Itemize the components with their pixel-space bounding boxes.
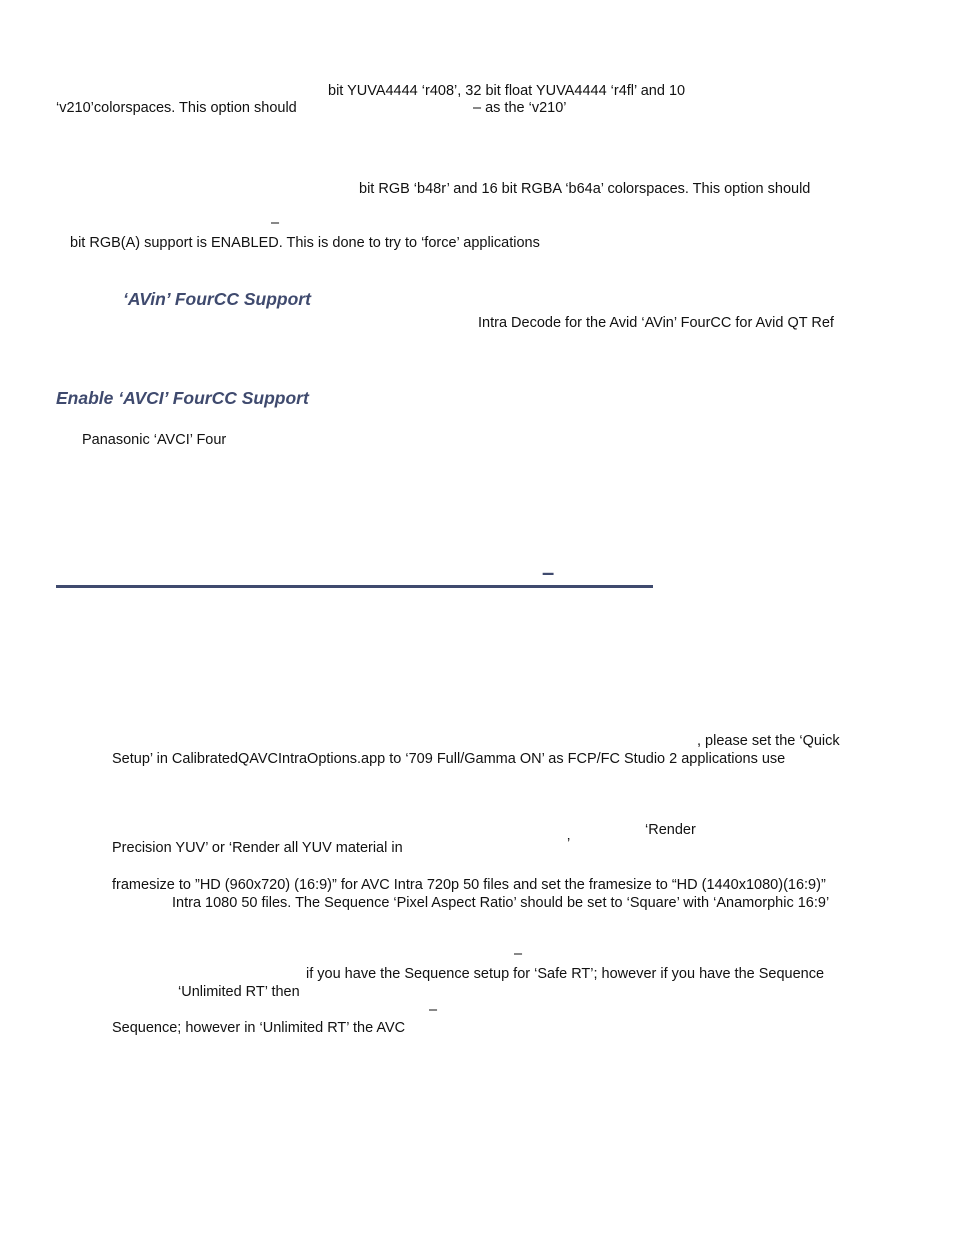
text-line-setup-gamma: Setup’ in CalibratedQAVCIntraOptions.app to ‘709 Full/Gamma ON’ as FCP/FC Studio 2 applications use (112, 751, 786, 767)
heading-avci-fourcc: Enable ‘AVCI’ FourCC Support (56, 388, 309, 408)
text-line-quick-setup: , please set the ‘Quick (697, 733, 840, 749)
text-line-avin-decode: Intra Decode for the Avid ‘AVin’ FourCC for Avid QT Ref (478, 315, 834, 331)
text-line-sequence-avc: Sequence; however in ‘Unlimited RT’ the AVC (112, 1020, 406, 1036)
text-dash: – (429, 1002, 438, 1018)
text-line-framesize: framesize to ”HD (960x720) (16:9)” for AVC Intra 720p 50 files and set the framesize to “HD (1440x1080)(16:9)” (112, 877, 826, 893)
text-line-yuva-colorspaces: bit YUVA4444 ‘r408’, 32 bit float YUVA4444 ‘r4fl’ and 10 (328, 83, 686, 99)
text-line-pixel-aspect: Intra 1080 50 files. The Sequence ‘Pixel Aspect Ratio’ should be set to ‘Square’ with ‘Anamorphic 16:9’ (172, 895, 830, 911)
text-line-rgb-colorspaces: bit RGB ‘b48r’ and 16 bit RGBA ‘b64a’ colorspaces. This option should (359, 181, 811, 197)
text-line-safe-rt: if you have the Sequence setup for ‘Safe RT’; however if you have the Sequence (306, 966, 825, 982)
text-line-rgba-support: bit RGB(A) support is ENABLED. This is done to try to ‘force’ applications (70, 235, 540, 251)
heading-avin-fourcc: ‘AVin’ FourCC Support (123, 289, 311, 309)
text-apostrophe: ’ (567, 836, 571, 852)
text-line-render: ‘Render (645, 822, 696, 838)
text-line-unlimited-rt: ‘Unlimited RT’ then (178, 984, 300, 1000)
section-title-dash: – (542, 560, 555, 585)
text-line-avci-panasonic: Panasonic ‘AVCI’ Four (82, 432, 227, 448)
text-dash: – (514, 946, 523, 962)
text-dash: – (271, 215, 280, 231)
text-line-v210-option: ‘v210’colorspaces. This option should (56, 100, 297, 116)
text-line-precision-yuv: Precision YUV’ or ‘Render all YUV material in (112, 840, 403, 856)
section-divider (56, 585, 653, 588)
text-line-v210-note: – as the ‘v210’ (473, 100, 567, 116)
